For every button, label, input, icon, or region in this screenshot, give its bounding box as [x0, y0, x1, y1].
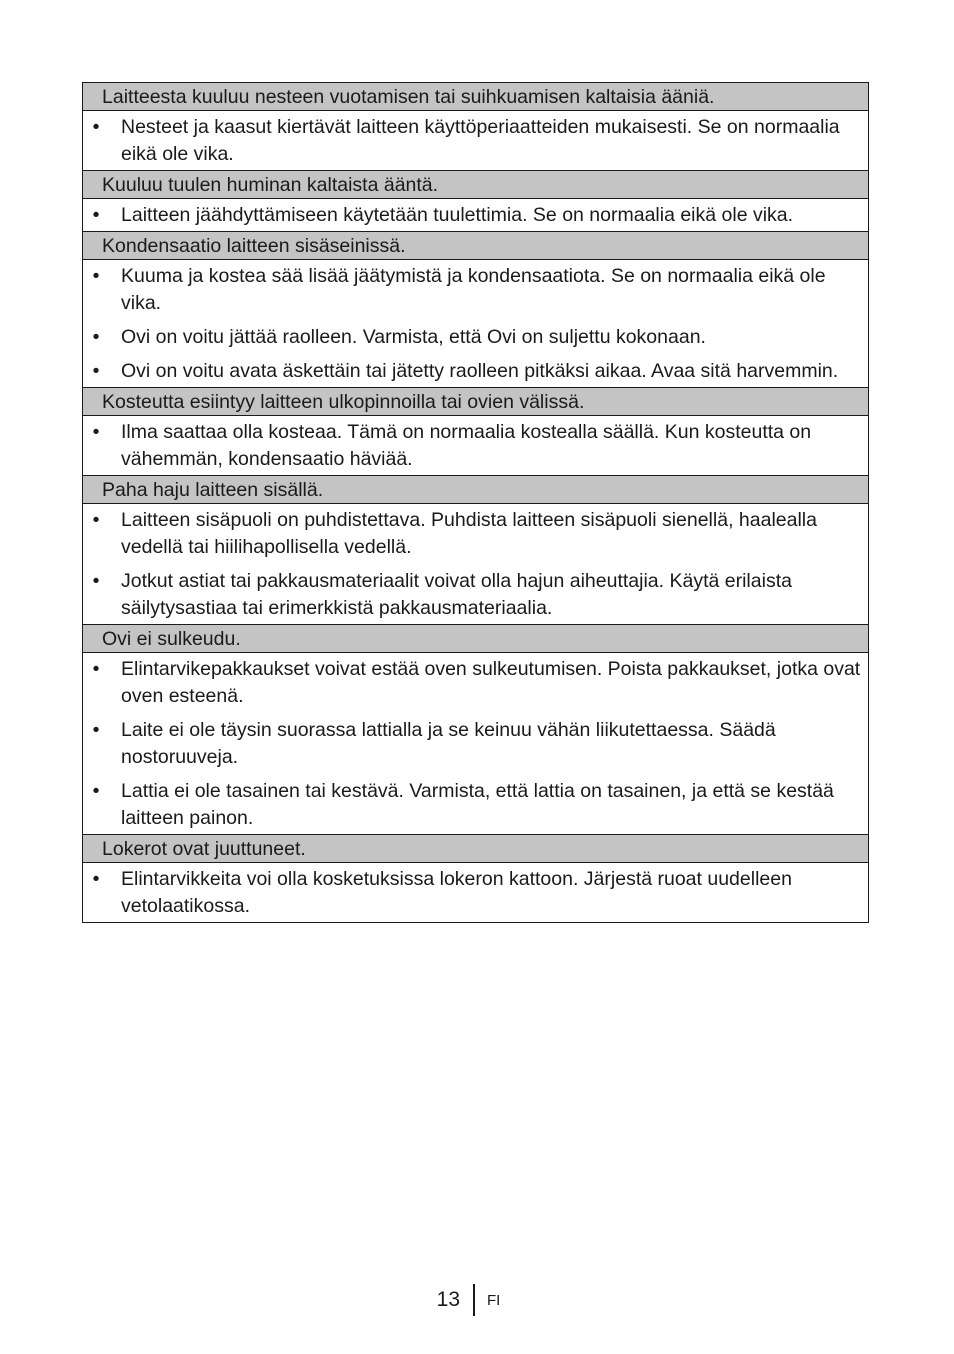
section-header: Paha haju laitteen sisällä.	[83, 476, 868, 504]
section	[83, 388, 868, 476]
bullet-icon: •	[92, 204, 100, 226]
bullet-item	[83, 656, 862, 710]
bullet-icon: •	[92, 326, 100, 348]
bullet-text: Kuuma ja kostea sää lisää jäätymistä ja kondensaatiota. Se on normaalia eikä ole vika.	[121, 265, 826, 314]
section	[83, 171, 868, 232]
page-number: 13	[436, 1288, 460, 1311]
section	[83, 835, 868, 922]
bullet-icon: •	[92, 509, 100, 531]
section-body	[83, 260, 868, 388]
bullet-icon: •	[92, 421, 100, 443]
bullet-icon: •	[92, 658, 100, 680]
bullet-item	[83, 866, 862, 920]
bullet-item	[83, 507, 862, 561]
bullet-text: Laite ei ole täysin suorassa lattialla ja se keinuu vähän liikutettaessa. Säädä nostoruuveja.	[121, 719, 776, 768]
bullet-text: Ovi on voitu avata äskettäin tai jätetty raolleen pitkäksi aikaa. Avaa sitä harvemmin.	[121, 360, 839, 382]
bullet-icon: •	[92, 868, 100, 890]
section-header: Laitteesta kuuluu nesteen vuotamisen tai suihkuamisen kaltaisia ääniä.	[83, 83, 868, 111]
section	[83, 232, 868, 388]
bullet-text: Nesteet ja kaasut kiertävät laitteen käyttöperiaatteiden mukaisesti. Se on normaalia eikä ole vika.	[121, 116, 840, 165]
bullet-item	[83, 568, 862, 622]
bullet-item	[83, 202, 862, 229]
bullet-text: Jotkut astiat tai pakkausmateriaalit voivat olla hajun aiheuttajia. Käytä erilaista säilytysastiaa tai erimerkkistä pakkausmateriaalia.	[121, 570, 792, 619]
section	[83, 625, 868, 835]
language-code: FI	[487, 1292, 501, 1309]
section-header: Kuuluu tuulen huminan kaltaista ääntä.	[83, 171, 868, 199]
troubleshooting-table	[82, 82, 869, 923]
section-header: Kosteutta esiintyy laitteen ulkopinnoilla tai ovien välissä.	[83, 388, 868, 416]
section-body	[83, 863, 868, 922]
bullet-icon: •	[92, 360, 100, 382]
section-body	[83, 416, 868, 476]
section-header: Lokerot ovat juuttuneet.	[83, 835, 868, 863]
bullet-item	[83, 778, 862, 832]
bullet-text: Lattia ei ole tasainen tai kestävä. Varmista, että lattia on tasainen, ja että se kestää laitteen painon.	[121, 780, 834, 829]
section-body	[83, 111, 868, 171]
bullet-icon: •	[92, 570, 100, 592]
bullet-icon: •	[92, 116, 100, 138]
bullet-text: Elintarvikepakkaukset voivat estää oven sulkeutumisen. Poista pakkaukset, jotka ovat oven esteenä.	[121, 658, 861, 707]
bullet-item	[83, 114, 862, 168]
bullet-item	[83, 263, 862, 317]
section-body	[83, 199, 868, 232]
bullet-icon: •	[92, 780, 100, 802]
section-header: Kondensaatio laitteen sisäseinissä.	[83, 232, 868, 260]
bullet-item	[83, 419, 862, 473]
bullet-text: Elintarvikkeita voi olla kosketuksissa lokeron kattoon. Järjestä ruoat uudelleen vetolaatikossa.	[121, 868, 792, 917]
section	[83, 83, 868, 171]
bullet-icon: •	[92, 265, 100, 287]
bullet-icon: •	[92, 719, 100, 741]
bullet-text: Laitteen jäähdyttämiseen käytetään tuulettimia. Se on normaalia eikä ole vika.	[121, 204, 794, 226]
footer-divider	[473, 1284, 475, 1316]
page-footer	[0, 1284, 954, 1316]
section	[83, 476, 868, 625]
section-body	[83, 504, 868, 625]
bullet-text: Laitteen sisäpuoli on puhdistettava. Puhdista laitteen sisäpuoli sienellä, haalealla vedellä tai hiilihapollisella vedellä.	[121, 509, 817, 558]
section-header: Ovi ei sulkeudu.	[83, 625, 868, 653]
bullet-text: Ovi on voitu jättää raolleen. Varmista, että Ovi on suljettu kokonaan.	[121, 326, 706, 348]
bullet-text: Ilma saattaa olla kosteaa. Tämä on normaalia kostealla säällä. Kun kosteutta on vähemmän, kondensaatio häviää.	[121, 421, 812, 470]
bullet-item	[83, 324, 862, 351]
bullet-item	[83, 358, 862, 385]
bullet-item	[83, 717, 862, 771]
section-body	[83, 653, 868, 835]
